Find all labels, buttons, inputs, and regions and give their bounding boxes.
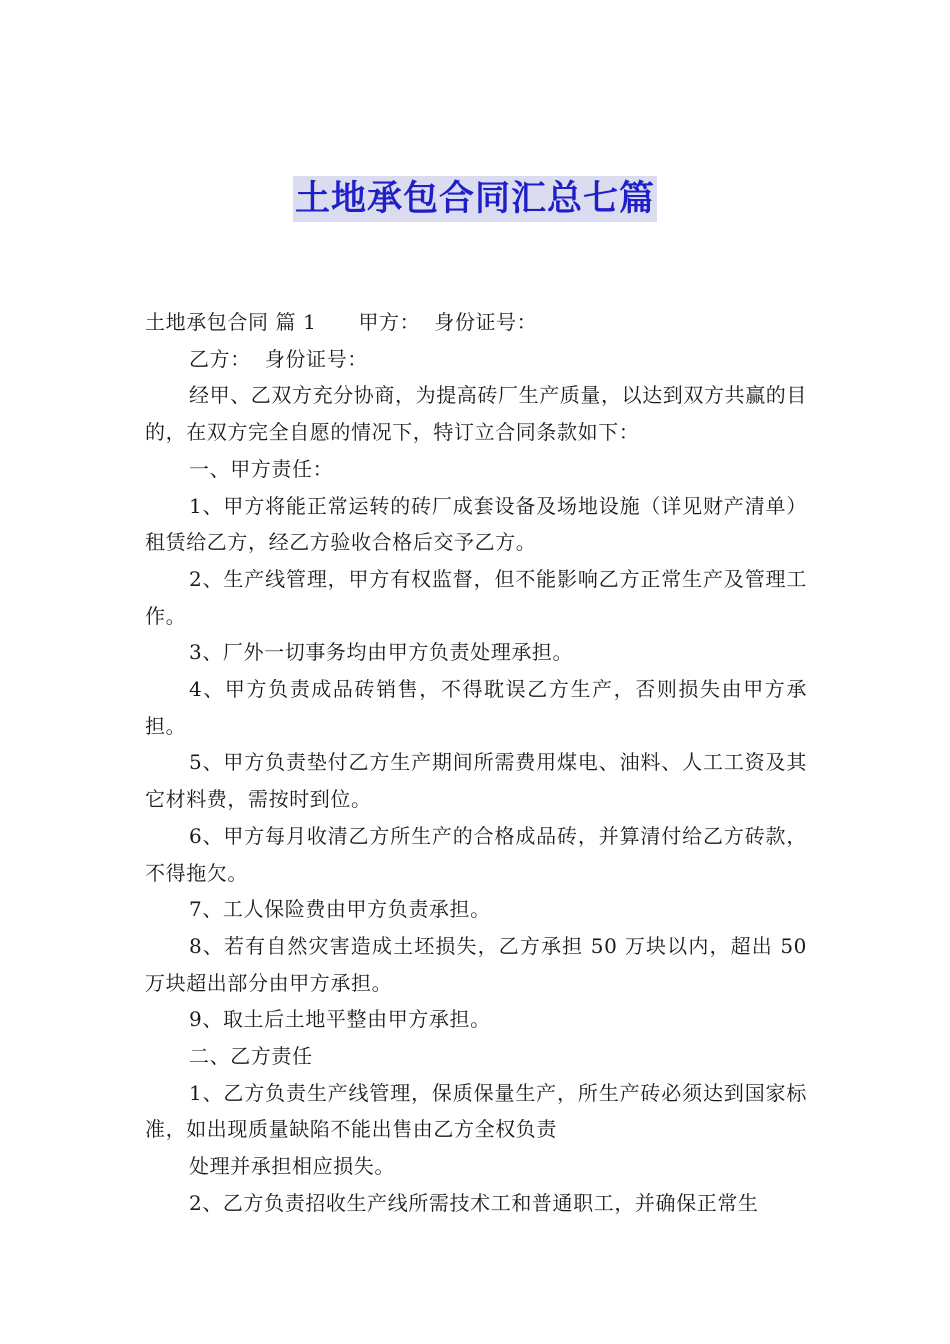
clause: 2、乙方负责招收生产线所需技术工和普通职工，并确保正常生 <box>189 1190 759 1215</box>
document-title: 土地承包合同汇总七篇 <box>293 176 657 222</box>
party-b-label: 乙方： <box>189 346 251 371</box>
clause: 1、甲方将能正常运转的砖厂成套设备及场地设施（详见财产清单）租赁给乙方，经乙方验收合格后交予乙方。 <box>145 493 807 555</box>
party-b-id-label: 身份证号： <box>264 346 368 371</box>
clause: 2、生产线管理，甲方有权监督，但不能影响乙方正常生产及管理工作。 <box>145 566 807 628</box>
clause: 5、甲方负责垫付乙方生产期间所需费用煤电、油料、人工工资及其它材料费，需按时到位。 <box>145 750 807 812</box>
party-a-label: 甲方： <box>358 310 421 334</box>
section-heading: 一、甲方责任： <box>189 456 334 481</box>
contract-header-line <box>145 304 807 341</box>
clause: 1、乙方负责生产线管理，保质保量生产，所生产砖必须达到国家标准，如出现质量缺陷不能出售由乙方全权负责 <box>145 1080 807 1142</box>
clause: 8、若有自然灾害造成土坯损失，乙方承担 50 万块以内，超出 50 万块超出部分由甲方承担。 <box>145 933 807 995</box>
clause: 4、甲方负责成品砖销售，不得耽误乙方生产，否则损失由甲方承担。 <box>145 677 807 738</box>
title-container <box>0 176 950 222</box>
paragraph: 经甲、乙双方充分协商，为提高砖厂生产质量，以达到双方共赢的目的，在双方完全自愿的情况下，特订立合同条款如下： <box>145 383 807 445</box>
clause-continuation: 处理并承担相应损失。 <box>189 1154 395 1179</box>
clause: 9、取土后土地平整由甲方承担。 <box>189 1007 491 1032</box>
document-body <box>145 304 807 1222</box>
party-b-line <box>145 341 807 378</box>
section-heading: 二、乙方责任 <box>189 1044 313 1069</box>
clause: 7、工人保险费由甲方负责承担。 <box>189 897 491 922</box>
contract-heading: 土地承包合同 篇 1 <box>145 310 317 334</box>
id-number-label: 身份证号： <box>434 310 538 334</box>
clause: 3、厂外一切事务均由甲方负责处理承担。 <box>189 640 574 665</box>
clause: 6、甲方每月收清乙方所生产的合格成品砖，并算清付给乙方砖款，不得拖欠。 <box>145 823 807 885</box>
